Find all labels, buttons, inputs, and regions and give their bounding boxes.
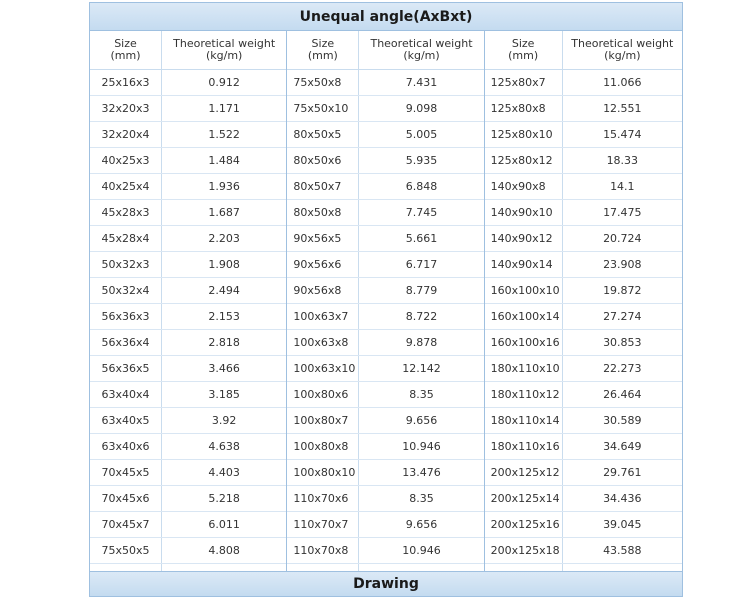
size-cell: 200x125x12: [485, 460, 563, 485]
column-group-1: [89, 31, 287, 590]
size-cell: 140x90x14: [485, 252, 563, 277]
size-cell: 110x70x8: [287, 538, 359, 563]
table-row: [90, 96, 286, 122]
weight-header: [162, 31, 286, 69]
size-cell: 100x80x10: [287, 460, 359, 485]
table-row: [90, 382, 286, 408]
size-cell: 180x110x12: [485, 382, 563, 407]
table-row: [90, 200, 286, 226]
weight-cell: 9.878: [405, 336, 438, 349]
weight-header-label: Theoretical weight: [571, 37, 674, 50]
size-cell: 100x80x6: [287, 382, 359, 407]
table-row: [485, 486, 682, 512]
weight-cell: 26.464: [603, 388, 642, 401]
size-cell: 110x70x6: [287, 486, 359, 511]
weight-cell: 27.274: [603, 310, 642, 323]
weight-cell: 9.098: [405, 102, 438, 115]
weight-header-unit: (kg/m): [205, 49, 243, 62]
table-row: [485, 382, 682, 408]
size-header-label: Size: [311, 37, 335, 50]
size-cell: 140x90x12: [485, 226, 563, 251]
table-row: [90, 356, 286, 382]
weight-cell: 1.908: [208, 258, 240, 271]
size-cell: 50x32x3: [90, 252, 162, 277]
table-row: [287, 460, 483, 486]
weight-header: [359, 31, 483, 69]
table-row: [287, 408, 483, 434]
weight-cell: 29.761: [603, 466, 642, 479]
weight-cell: 34.649: [603, 440, 642, 453]
weight-cell: 22.273: [603, 362, 642, 375]
table-row: [287, 252, 483, 278]
weight-header: [563, 31, 682, 69]
size-cell: 70x45x7: [90, 512, 162, 537]
table-row: [287, 278, 483, 304]
size-cell: 180x110x14: [485, 408, 563, 433]
weight-cell: 14.1: [610, 180, 635, 193]
table-row: [485, 538, 682, 564]
size-cell: 180x110x16: [485, 434, 563, 459]
weight-cell: 1.171: [208, 102, 240, 115]
table-row: [485, 460, 682, 486]
weight-cell: 4.638: [208, 440, 240, 453]
size-cell: 56x36x3: [90, 304, 162, 329]
table-row: [485, 304, 682, 330]
size-cell: 63x40x6: [90, 434, 162, 459]
size-header-unit: (mm): [110, 49, 141, 62]
size-cell: 100x80x8: [287, 434, 359, 459]
weight-cell: 2.494: [208, 284, 240, 297]
weight-header-label: Theoretical weight: [173, 37, 276, 50]
table-row: [485, 226, 682, 252]
weight-cell: 17.475: [603, 206, 642, 219]
size-cell: 125x80x12: [485, 148, 563, 173]
weight-cell: 7.745: [405, 206, 438, 219]
weight-cell: 6.848: [405, 180, 438, 193]
size-cell: 25x16x3: [90, 70, 162, 95]
size-header-label: Size: [511, 37, 535, 50]
weight-cell: 2.153: [208, 310, 240, 323]
size-header: [90, 31, 162, 69]
table-row: [90, 486, 286, 512]
table-row: [485, 70, 682, 96]
weight-cell: 15.474: [603, 128, 642, 141]
table-row: [287, 486, 483, 512]
table-row: [287, 304, 483, 330]
table-row: [90, 434, 286, 460]
size-cell: 100x80x7: [287, 408, 359, 433]
size-header-unit: (mm): [508, 49, 539, 62]
size-cell: 70x45x5: [90, 460, 162, 485]
weight-header-unit: (kg/m): [604, 49, 641, 62]
weight-cell: 4.808: [208, 544, 240, 557]
size-cell: 180x110x10: [485, 356, 563, 381]
table-row: [485, 434, 682, 460]
size-cell: 70x45x6: [90, 486, 162, 511]
weight-cell: 1.687: [208, 206, 240, 219]
weight-cell: 30.853: [603, 336, 642, 349]
weight-cell: 19.872: [603, 284, 642, 297]
table-row: [287, 538, 483, 564]
weight-cell: 12.551: [603, 102, 642, 115]
weight-cell: 43.588: [603, 544, 642, 557]
weight-cell: 12.142: [402, 362, 441, 375]
table-row: [287, 148, 483, 174]
size-cell: 100x63x8: [287, 330, 359, 355]
weight-cell: 2.818: [208, 336, 240, 349]
drawing-section-title: Drawing: [89, 571, 683, 597]
weight-cell: 8.35: [409, 492, 434, 505]
size-cell: 200x125x14: [485, 486, 563, 511]
size-cell: 125x80x7: [485, 70, 563, 95]
weight-cell: 1.522: [208, 128, 240, 141]
table-row: [287, 356, 483, 382]
column-group-2: [287, 31, 484, 590]
table-row: [287, 382, 483, 408]
size-cell: 32x20x3: [90, 96, 162, 121]
size-cell: 90x56x6: [287, 252, 359, 277]
table-row: [287, 330, 483, 356]
size-cell: 56x36x4: [90, 330, 162, 355]
weight-cell: 8.779: [405, 284, 438, 297]
weight-cell: 4.403: [208, 466, 240, 479]
size-header-label: Size: [114, 37, 137, 50]
table-row: [485, 330, 682, 356]
weight-cell: 8.35: [409, 388, 434, 401]
size-cell: 80x50x5: [287, 122, 359, 147]
size-cell: 80x50x7: [287, 174, 359, 199]
size-cell: 56x36x5: [90, 356, 162, 381]
table-row: [90, 304, 286, 330]
weight-cell: 7.431: [405, 76, 438, 89]
weight-cell: 0.912: [208, 76, 240, 89]
weight-cell: 6.011: [208, 518, 240, 531]
size-cell: 160x100x16: [485, 330, 563, 355]
size-cell: 32x20x4: [90, 122, 162, 147]
table-row: [485, 174, 682, 200]
size-cell: 50x32x4: [90, 278, 162, 303]
size-cell: 90x56x5: [287, 226, 359, 251]
size-cell: 140x90x10: [485, 200, 563, 225]
table-header: [485, 31, 682, 70]
size-header-unit: (mm): [307, 49, 338, 62]
table-row: [90, 538, 286, 564]
table-row: [90, 226, 286, 252]
size-header: [485, 31, 563, 69]
weight-cell: 3.92: [211, 414, 237, 427]
table-row: [90, 70, 286, 96]
weight-cell: 3.185: [208, 388, 240, 401]
weight-cell: 11.066: [603, 76, 642, 89]
table-row: [90, 408, 286, 434]
weight-cell: 5.005: [405, 128, 438, 141]
size-cell: 110x70x7: [287, 512, 359, 537]
weight-cell: 5.218: [208, 492, 240, 505]
table-row: [90, 460, 286, 486]
size-cell: 200x125x18: [485, 538, 563, 563]
table-row: [485, 252, 682, 278]
weight-cell: 2.203: [208, 232, 240, 245]
table-row: [287, 96, 483, 122]
weight-cell: 34.436: [603, 492, 642, 505]
size-cell: 40x25x4: [90, 174, 162, 199]
size-cell: 100x63x10: [287, 356, 359, 381]
table-row: [287, 434, 483, 460]
weight-cell: 23.908: [603, 258, 642, 271]
size-cell: 125x80x8: [485, 96, 563, 121]
weight-cell: 6.717: [405, 258, 438, 271]
size-cell: 75x50x8: [287, 70, 359, 95]
weight-header-label: Theoretical weight: [370, 37, 473, 50]
table-row: [485, 512, 682, 538]
table-row: [287, 70, 483, 96]
table-row: [485, 408, 682, 434]
size-cell: 45x28x4: [90, 226, 162, 251]
table-row: [90, 122, 286, 148]
table-header: [287, 31, 483, 70]
table-row: [485, 148, 682, 174]
weight-cell: 9.656: [405, 518, 438, 531]
weight-cell: 1.936: [208, 180, 240, 193]
size-cell: 90x56x8: [287, 278, 359, 303]
table-row: [90, 512, 286, 538]
table-row: [485, 356, 682, 382]
size-cell: 200x125x16: [485, 512, 563, 537]
size-cell: 160x100x14: [485, 304, 563, 329]
size-cell: 125x80x10: [485, 122, 563, 147]
size-cell: 63x40x5: [90, 408, 162, 433]
size-cell: 40x25x3: [90, 148, 162, 173]
table-row: [485, 278, 682, 304]
table-row: [90, 278, 286, 304]
table-title: Unequal angle(AxBxt): [89, 2, 683, 31]
table-row: [90, 330, 286, 356]
table-row: [287, 226, 483, 252]
weight-cell: 10.946: [402, 440, 441, 453]
unequal-angle-table: [89, 31, 683, 590]
weight-cell: 1.484: [208, 154, 240, 167]
table-row: [90, 252, 286, 278]
table-row: [287, 174, 483, 200]
size-header: [287, 31, 359, 69]
weight-cell: 9.656: [405, 414, 438, 427]
weight-cell: 30.589: [603, 414, 642, 427]
size-cell: 140x90x8: [485, 174, 563, 199]
weight-cell: 3.466: [208, 362, 240, 375]
table-row: [90, 174, 286, 200]
size-cell: 45x28x3: [90, 200, 162, 225]
weight-cell: 5.661: [405, 232, 438, 245]
column-group-3: [485, 31, 683, 590]
table-row: [287, 512, 483, 538]
weight-cell: 18.33: [606, 154, 639, 167]
size-cell: 80x50x6: [287, 148, 359, 173]
weight-cell: 5.935: [405, 154, 438, 167]
size-cell: 75x50x5: [90, 538, 162, 563]
table-row: [90, 148, 286, 174]
size-cell: 63x40x4: [90, 382, 162, 407]
weight-cell: 8.722: [405, 310, 438, 323]
weight-header-unit: (kg/m): [403, 49, 440, 62]
size-cell: 80x50x8: [287, 200, 359, 225]
table-row: [485, 200, 682, 226]
weight-cell: 20.724: [603, 232, 642, 245]
table-header: [90, 31, 286, 70]
table-row: [287, 122, 483, 148]
weight-cell: 10.946: [402, 544, 441, 557]
size-cell: 160x100x10: [485, 278, 563, 303]
table-row: [287, 200, 483, 226]
size-cell: 75x50x10: [287, 96, 359, 121]
size-cell: 100x63x7: [287, 304, 359, 329]
weight-cell: 13.476: [402, 466, 441, 479]
weight-cell: 39.045: [603, 518, 642, 531]
table-row: [485, 122, 682, 148]
table-row: [485, 96, 682, 122]
